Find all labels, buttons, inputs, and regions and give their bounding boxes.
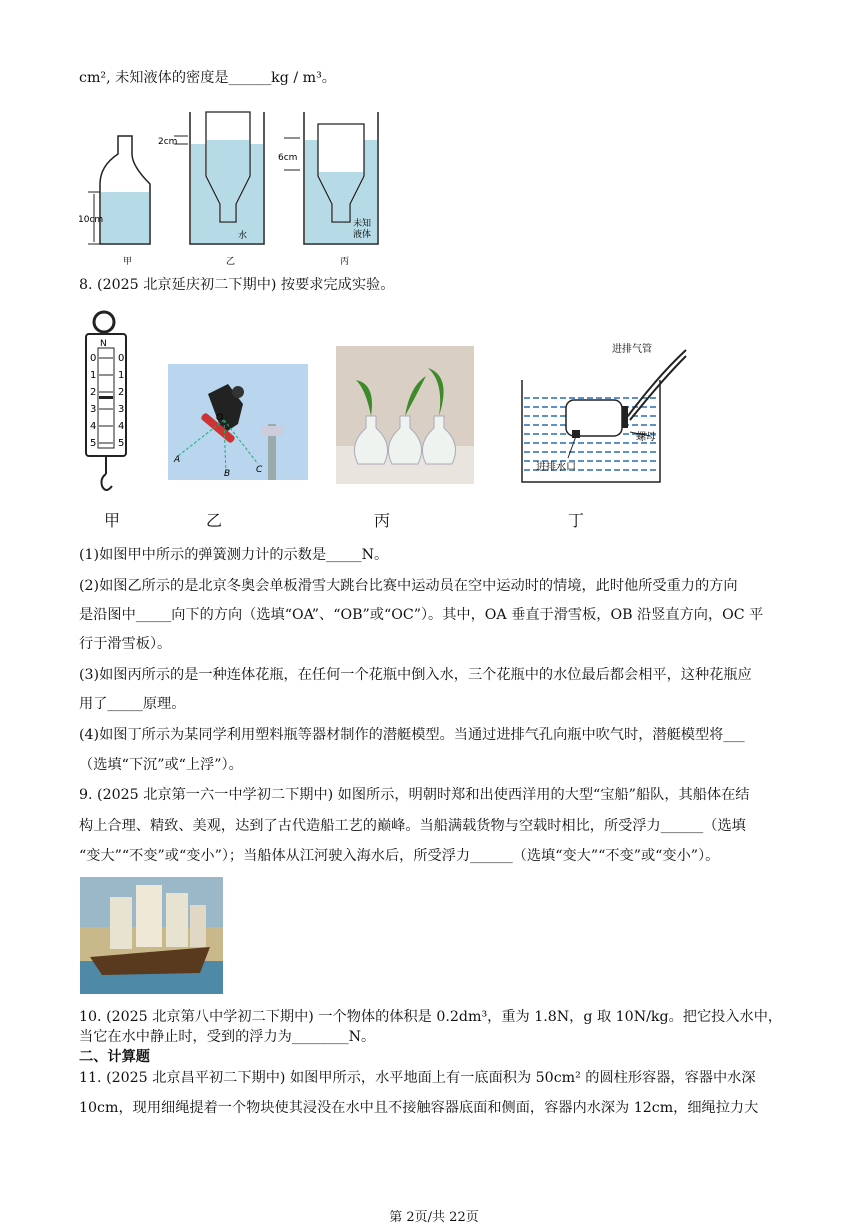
page-footer: 第 2页/共 22页 [389,1210,479,1225]
question-9b: 构上合理、精致、美观，达到了古代造船工艺的巅峰。当船满载货物与空载时相比，所受浮力______（选填 [79,818,746,834]
scale-number: 4 [90,421,97,432]
ski-label-A: A [174,455,181,465]
label-unknown-2: 液体 [353,230,372,240]
question-8-2b: 是沿图中_____向下的方向（选填“OA”、“OB”或“OC”）。其中，OA 垂直于滑雪板，OB 沿竖直方向，OC 平 [79,607,764,623]
question-8-1: (1)如图甲中所示的弹簧测力计的示数是_____N。 [79,547,389,563]
label-inlet: 进排水口 [536,462,576,473]
scale-number: 2 [118,387,125,398]
treasure-ship-photo [80,877,223,994]
spring-n-label: N [100,339,107,349]
scale-number: 0 [118,353,125,364]
label-2cm: 2cm [158,137,178,147]
bottle-figure [78,104,398,266]
cap-bing-2: 丙 [374,511,391,530]
cap-jia-2: 甲 [104,511,121,530]
label-water: 水 [238,231,248,241]
submarine-model-figure [518,336,688,486]
label-6cm: 6cm [278,153,298,163]
label-screw: 螺母 [636,432,656,443]
scale-number: 0 [90,353,97,364]
text-line-cm2: cm², 未知液体的密度是______kg / m³。 [79,70,336,86]
question-8: 8. (2025 北京延庆初二下期中) 按要求完成实验。 [79,277,395,293]
question-8-4b: （选填“下沉”或“上浮”）。 [79,757,243,773]
question-8-2a: (2)如图乙所示的是北京冬奥会单板滑雪大跳台比赛中运动员在空中运动时的情境，此时他所受重力的方向 [79,578,738,594]
question-8-3a: (3)如图丙所示的是一种连体花瓶，在任何一个花瓶中倒入水，三个花瓶中的水位最后都会相平，这种花瓶应 [79,667,752,683]
scale-number: 3 [118,404,125,415]
scale-number: 5 [90,438,97,449]
scale-number: 1 [90,370,97,381]
scale-number: 2 [90,387,97,398]
cap-yi-2: 乙 [206,511,223,530]
question-10a: 10. (2025 北京第八中学初二下期中) 一个物体的体积是 0.2dm³，重为 1.8N，g 取 10N/kg。把它投入水中， [79,1009,783,1025]
cap-jia-1: 甲 [123,257,133,266]
bottle-jia-water [101,192,149,243]
scale-number: 4 [118,421,125,432]
scale-number: 3 [90,404,97,415]
scale-number: 1 [118,370,125,381]
cap-bing-1: 丙 [340,257,350,266]
label-pipe: 进排气管 [612,344,652,355]
vases-photo [336,346,474,484]
question-11a: 11. (2025 北京昌平初二下期中) 如图甲所示，水平地面上有一底面积为 50cm² 的圆柱形容器，容器中水深 [79,1070,756,1086]
cap-ding-2: 丁 [568,511,585,530]
section-calc-heading: 二、计算题 [79,1049,150,1065]
question-9c: “变大”“不变”或“变小”）；当船体从江河驶入海水后，所受浮力______（选填“变大”“不变”或“变小”）。 [79,848,720,864]
question-9a: 9. (2025 北京第一六一中学初二下期中) 如图所示，明朝时郑和出使西洋用的大型“宝船”船队，其船体在结 [79,787,750,803]
spring-scale-figure [80,308,136,498]
question-8-2c: 行于滑雪板）。 [79,636,172,652]
snowboarder-photo [168,364,308,480]
ski-label-O: O [216,413,224,423]
question-8-3b: 用了_____原理。 [79,696,186,712]
ski-label-B: B [224,469,231,479]
question-8-4a: (4)如图丁所示为某同学利用塑料瓶等器材制作的潜艇模型。当通过进排气孔向瓶中吹气时，潜艇模型将___ [79,727,745,743]
label-unknown-1: 未知 [353,219,372,229]
question-11b: 10cm，现用细绳提着一个物块使其浸没在水中且不接触容器底面和侧面，容器内水深为 12cm，细绳拉力大 [79,1100,759,1116]
question-10b: 当它在水中静止时，受到的浮力为________N。 [79,1029,376,1045]
ski-label-C: C [256,465,263,475]
cap-yi-1: 乙 [226,257,236,266]
scale-number: 5 [118,438,125,449]
spring-pointer [99,396,113,399]
label-10cm: 10cm [78,215,104,225]
